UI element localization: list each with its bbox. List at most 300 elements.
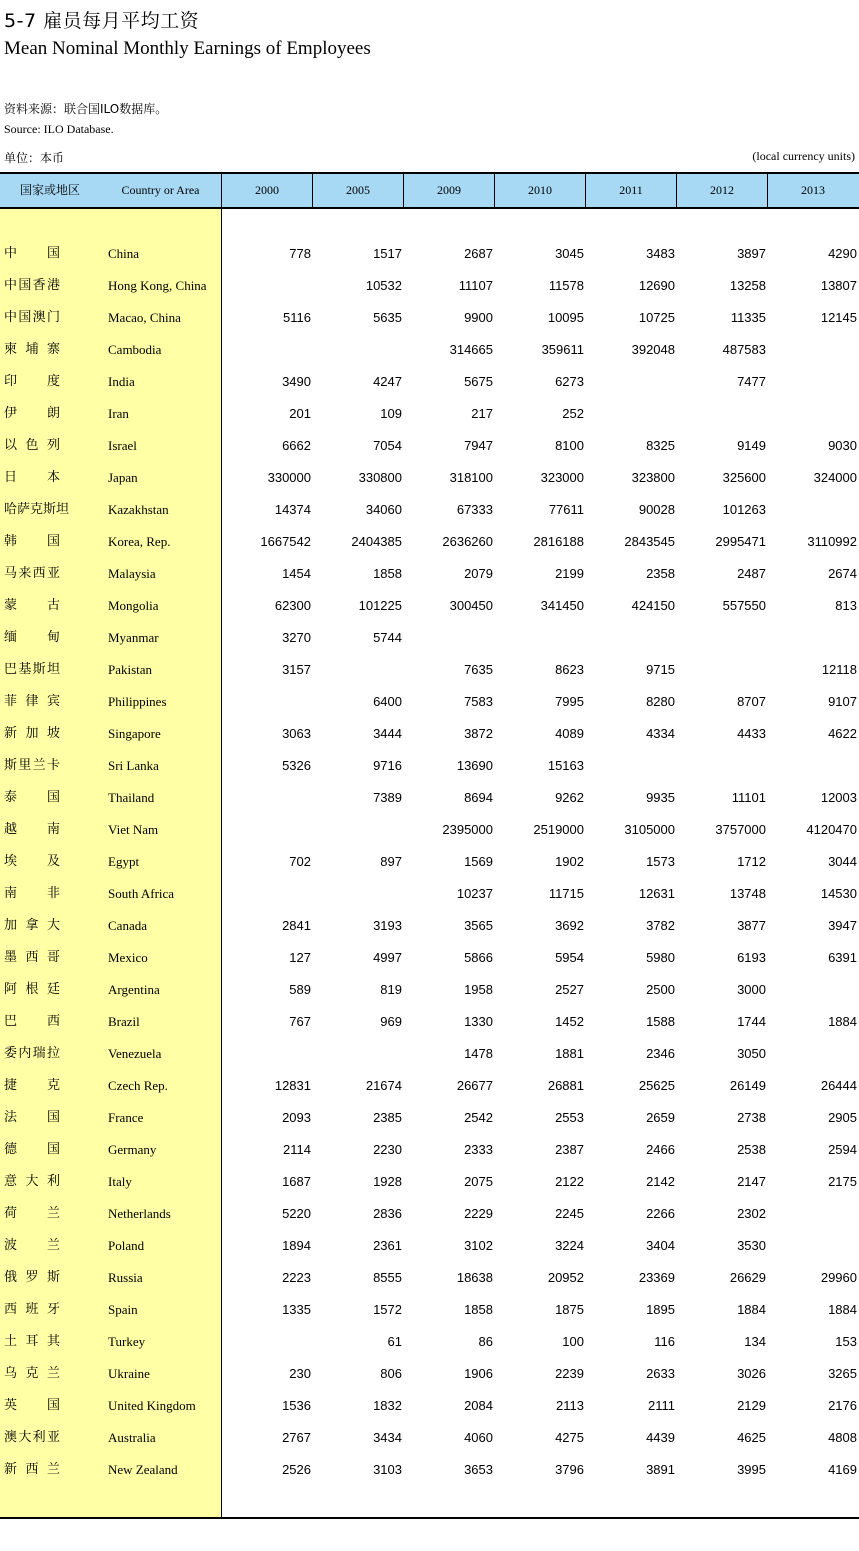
value-cell: 1858 bbox=[464, 1302, 493, 1317]
value-cell: 7477 bbox=[737, 374, 766, 389]
value-cell bbox=[222, 334, 311, 366]
value-cell: 2843545 bbox=[624, 534, 675, 549]
table-row bbox=[0, 1006, 859, 1038]
country-name-en: Poland bbox=[108, 1238, 145, 1253]
value-cell: 2142 bbox=[646, 1174, 675, 1189]
country-name-en: Netherlands bbox=[108, 1206, 171, 1221]
value-cell: 3063 bbox=[282, 726, 311, 741]
value-cell: 10095 bbox=[547, 310, 584, 325]
value-cell: 557550 bbox=[722, 598, 766, 613]
value-cell bbox=[313, 654, 402, 686]
value-cell bbox=[768, 1230, 857, 1262]
value-cell: 2905 bbox=[828, 1110, 857, 1125]
value-cell: 3897 bbox=[737, 246, 766, 261]
value-cell: 702 bbox=[289, 854, 311, 869]
country-name-en: Myanmar bbox=[108, 630, 159, 645]
value-cell: 813 bbox=[835, 598, 857, 613]
value-cell: 2995471 bbox=[715, 534, 766, 549]
value-cell: 2466 bbox=[646, 1142, 675, 1157]
value-cell bbox=[677, 622, 766, 654]
value-cell: 13690 bbox=[456, 758, 493, 773]
header-year: 2013 bbox=[801, 183, 825, 197]
value-cell: 201 bbox=[289, 406, 311, 421]
table-row bbox=[0, 558, 859, 590]
table-row bbox=[0, 1102, 859, 1134]
country-name-en: Singapore bbox=[108, 726, 161, 741]
value-cell: 26629 bbox=[729, 1270, 766, 1285]
value-cell: 2079 bbox=[464, 566, 493, 581]
value-cell: 3434 bbox=[373, 1430, 402, 1445]
value-cell: 10237 bbox=[456, 886, 493, 901]
value-cell: 18638 bbox=[456, 1270, 493, 1285]
value-cell: 2659 bbox=[646, 1110, 675, 1125]
value-cell: 8555 bbox=[373, 1270, 402, 1285]
value-cell: 2114 bbox=[283, 1142, 311, 1157]
value-cell: 341450 bbox=[540, 598, 584, 613]
value-cell: 2239 bbox=[555, 1366, 584, 1381]
value-cell: 6193 bbox=[737, 950, 766, 965]
value-cell: 77611 bbox=[548, 502, 584, 517]
table-row bbox=[0, 974, 859, 1006]
value-cell: 2230 bbox=[373, 1142, 402, 1157]
value-cell bbox=[768, 750, 857, 782]
country-name-en: India bbox=[108, 374, 135, 389]
value-cell: 8325 bbox=[646, 438, 675, 453]
country-name-en: Korea, Rep. bbox=[108, 534, 171, 549]
value-cell: 101225 bbox=[358, 598, 402, 613]
value-cell: 23369 bbox=[638, 1270, 675, 1285]
value-cell: 3872 bbox=[464, 726, 493, 741]
value-cell: 1884 bbox=[737, 1302, 766, 1317]
unit-note-cn: 单位：本币 bbox=[4, 151, 65, 165]
value-cell: 1454 bbox=[282, 566, 311, 581]
country-name-cn: 波兰 bbox=[4, 1238, 60, 1253]
country-name-cn: 蒙古 bbox=[4, 598, 60, 613]
value-cell: 11578 bbox=[548, 278, 584, 293]
value-cell: 13807 bbox=[820, 278, 857, 293]
country-name-cn: 西班牙 bbox=[4, 1302, 60, 1317]
value-cell: 330000 bbox=[267, 470, 311, 485]
table-row bbox=[0, 942, 859, 974]
value-cell: 5980 bbox=[646, 950, 675, 965]
value-cell: 1958 bbox=[464, 982, 493, 997]
value-cell: 11335 bbox=[730, 310, 766, 325]
value-cell: 1902 bbox=[555, 854, 584, 869]
value-cell: 2636260 bbox=[442, 534, 493, 549]
value-cell bbox=[586, 366, 675, 398]
value-cell: 323000 bbox=[540, 470, 584, 485]
value-cell: 4089 bbox=[555, 726, 584, 741]
value-cell: 25625 bbox=[638, 1078, 675, 1093]
country-name-cn: 哈萨克斯坦 bbox=[4, 502, 70, 517]
table-row bbox=[0, 1166, 859, 1198]
value-cell: 1712 bbox=[737, 854, 766, 869]
value-cell: 5744 bbox=[373, 630, 402, 645]
value-cell: 3102 bbox=[464, 1238, 493, 1253]
value-cell: 5116 bbox=[283, 310, 311, 325]
value-cell: 1744 bbox=[737, 1014, 766, 1029]
value-cell: 3265 bbox=[828, 1366, 857, 1381]
value-cell: 7995 bbox=[555, 694, 584, 709]
value-cell: 127 bbox=[289, 950, 311, 965]
value-cell bbox=[495, 622, 584, 654]
table-row bbox=[0, 750, 859, 782]
country-name-cn: 捷克 bbox=[4, 1078, 60, 1093]
value-cell: 2175 bbox=[828, 1174, 857, 1189]
value-cell: 15163 bbox=[547, 758, 584, 773]
value-cell: 1875 bbox=[555, 1302, 584, 1317]
value-cell: 3045 bbox=[555, 246, 584, 261]
value-cell: 2404385 bbox=[351, 534, 402, 549]
value-cell: 230 bbox=[289, 1366, 311, 1381]
value-cell: 14530 bbox=[820, 886, 857, 901]
value-cell: 3105000 bbox=[624, 822, 675, 837]
value-cell: 806 bbox=[380, 1366, 402, 1381]
country-name-en: Japan bbox=[108, 470, 138, 485]
value-cell: 252 bbox=[562, 406, 584, 421]
value-cell: 20952 bbox=[547, 1270, 584, 1285]
value-cell: 2500 bbox=[646, 982, 675, 997]
value-cell: 1906 bbox=[464, 1366, 493, 1381]
value-cell: 1928 bbox=[373, 1174, 402, 1189]
value-cell: 3224 bbox=[555, 1238, 584, 1253]
value-cell: 3653 bbox=[464, 1462, 493, 1477]
value-cell: 4290 bbox=[828, 246, 857, 261]
value-cell: 100 bbox=[562, 1334, 584, 1349]
value-cell: 1895 bbox=[646, 1302, 675, 1317]
value-cell: 3000 bbox=[737, 982, 766, 997]
value-cell: 3490 bbox=[282, 374, 311, 389]
value-cell: 9715 bbox=[646, 662, 675, 677]
country-name-en: Viet Nam bbox=[108, 822, 159, 837]
value-cell bbox=[313, 814, 402, 846]
value-cell: 3692 bbox=[555, 918, 584, 933]
value-cell: 2113 bbox=[556, 1398, 584, 1413]
country-name-cn: 韩国 bbox=[4, 534, 60, 549]
value-cell bbox=[313, 878, 402, 910]
value-cell bbox=[222, 782, 311, 814]
value-cell: 3404 bbox=[646, 1238, 675, 1253]
value-cell: 8623 bbox=[555, 662, 584, 677]
value-cell: 2358 bbox=[646, 566, 675, 581]
value-cell: 2519000 bbox=[533, 822, 584, 837]
table-row bbox=[0, 1198, 859, 1230]
table-row bbox=[0, 1134, 859, 1166]
value-cell bbox=[677, 398, 766, 430]
value-cell: 1858 bbox=[373, 566, 402, 581]
value-cell: 134 bbox=[744, 1334, 766, 1349]
value-cell: 3877 bbox=[737, 918, 766, 933]
header-year: 2011 bbox=[619, 183, 643, 197]
value-cell bbox=[677, 750, 766, 782]
value-cell: 9030 bbox=[828, 438, 857, 453]
value-cell: 8707 bbox=[737, 694, 766, 709]
value-cell: 4275 bbox=[555, 1430, 584, 1445]
table-row bbox=[0, 494, 859, 526]
value-cell: 6273 bbox=[555, 374, 584, 389]
value-cell: 6662 bbox=[282, 438, 311, 453]
value-cell: 2526 bbox=[282, 1462, 311, 1477]
value-cell: 1881 bbox=[555, 1046, 584, 1061]
country-name-cn: 中国香港 bbox=[4, 278, 60, 293]
value-cell: 217 bbox=[471, 406, 493, 421]
value-cell: 2129 bbox=[737, 1398, 766, 1413]
table-row bbox=[0, 878, 859, 910]
country-name-en: Hong Kong, China bbox=[108, 278, 207, 293]
value-cell: 3044 bbox=[828, 854, 857, 869]
country-name-cn: 中国 bbox=[4, 246, 60, 261]
country-name-cn: 埃及 bbox=[4, 854, 60, 869]
value-cell: 3270 bbox=[282, 630, 311, 645]
value-cell: 101263 bbox=[722, 502, 766, 517]
value-cell: 3050 bbox=[737, 1046, 766, 1061]
value-cell: 9107 bbox=[828, 694, 857, 709]
country-name-cn: 柬埔寨 bbox=[4, 342, 60, 357]
value-cell: 1573 bbox=[646, 854, 675, 869]
value-cell: 2111 bbox=[648, 1398, 675, 1413]
country-name-en: France bbox=[108, 1110, 144, 1125]
value-cell: 1894 bbox=[282, 1238, 311, 1253]
value-cell: 2302 bbox=[737, 1206, 766, 1221]
country-name-cn: 委内瑞拉 bbox=[4, 1046, 60, 1061]
country-name-cn: 加拿大 bbox=[4, 918, 60, 933]
value-cell: 9716 bbox=[373, 758, 402, 773]
table-row bbox=[0, 430, 859, 462]
country-name-en: Israel bbox=[108, 438, 137, 453]
country-name-en: Ukraine bbox=[108, 1366, 150, 1381]
country-name-en: New Zealand bbox=[108, 1462, 178, 1477]
table-row bbox=[0, 686, 859, 718]
value-cell: 2841 bbox=[282, 918, 311, 933]
value-cell: 116 bbox=[654, 1334, 675, 1349]
value-cell: 5220 bbox=[282, 1206, 311, 1221]
country-name-cn: 乌克兰 bbox=[4, 1366, 60, 1381]
country-name-cn: 阿根廷 bbox=[4, 982, 60, 997]
country-name-cn: 缅甸 bbox=[4, 630, 60, 645]
country-name-cn: 斯里兰卡 bbox=[4, 758, 60, 773]
value-cell: 34060 bbox=[365, 502, 402, 517]
country-name-en: Philippines bbox=[108, 694, 167, 709]
country-name-en: Czech Rep. bbox=[108, 1078, 168, 1093]
value-cell: 4433 bbox=[737, 726, 766, 741]
table-row bbox=[0, 1358, 859, 1390]
value-cell: 2075 bbox=[464, 1174, 493, 1189]
country-name-en: Spain bbox=[108, 1302, 138, 1317]
value-cell: 2674 bbox=[828, 566, 857, 581]
value-cell: 109 bbox=[380, 406, 402, 421]
value-cell: 1569 bbox=[464, 854, 493, 869]
country-name-en: Brazil bbox=[108, 1014, 140, 1029]
value-cell: 314665 bbox=[449, 342, 493, 357]
value-cell: 3530 bbox=[737, 1238, 766, 1253]
source-note-en: Source: ILO Database. bbox=[4, 122, 114, 136]
country-name-cn: 土耳其 bbox=[4, 1334, 60, 1349]
value-cell: 424150 bbox=[631, 598, 675, 613]
country-name-cn: 菲律宾 bbox=[4, 694, 60, 709]
country-name-en: Turkey bbox=[108, 1334, 146, 1349]
table-row bbox=[0, 398, 859, 430]
value-cell: 9149 bbox=[737, 438, 766, 453]
value-cell: 2084 bbox=[464, 1398, 493, 1413]
header-year: 2012 bbox=[710, 183, 734, 197]
value-cell: 2395000 bbox=[442, 822, 493, 837]
value-cell: 1884 bbox=[828, 1014, 857, 1029]
value-cell: 392048 bbox=[631, 342, 675, 357]
country-name-en: Macao, China bbox=[108, 310, 181, 325]
value-cell: 13748 bbox=[729, 886, 766, 901]
value-cell: 318100 bbox=[449, 470, 493, 485]
source-note-cn: 资料来源：联合国ILO数据库。 bbox=[4, 102, 168, 116]
value-cell: 1517 bbox=[373, 246, 402, 261]
value-cell: 589 bbox=[289, 982, 311, 997]
value-cell: 12003 bbox=[820, 790, 857, 805]
value-cell: 4120470 bbox=[806, 822, 857, 837]
value-cell: 3444 bbox=[373, 726, 402, 741]
value-cell bbox=[768, 334, 857, 366]
value-cell bbox=[768, 494, 857, 526]
value-cell: 9935 bbox=[646, 790, 675, 805]
value-cell: 1667542 bbox=[260, 534, 311, 549]
value-cell: 1572 bbox=[373, 1302, 402, 1317]
country-name-cn: 泰国 bbox=[4, 790, 60, 805]
table-row bbox=[0, 238, 859, 270]
value-cell: 26881 bbox=[547, 1078, 584, 1093]
country-name-en: Iran bbox=[108, 406, 129, 421]
value-cell: 14374 bbox=[274, 502, 311, 517]
value-cell: 323800 bbox=[631, 470, 675, 485]
value-cell: 4060 bbox=[464, 1430, 493, 1445]
value-cell bbox=[768, 974, 857, 1006]
value-cell: 4622 bbox=[828, 726, 857, 741]
table-row bbox=[0, 782, 859, 814]
value-cell: 9262 bbox=[555, 790, 584, 805]
table-row bbox=[0, 1070, 859, 1102]
value-cell bbox=[222, 1326, 311, 1358]
country-name-en: Sri Lanka bbox=[108, 758, 159, 773]
value-cell: 3757000 bbox=[715, 822, 766, 837]
value-cell: 3782 bbox=[646, 918, 675, 933]
table-row bbox=[0, 270, 859, 302]
header-country-en: Country or Area bbox=[121, 183, 200, 197]
value-cell: 2687 bbox=[464, 246, 493, 261]
value-cell: 5326 bbox=[282, 758, 311, 773]
table-row bbox=[0, 1294, 859, 1326]
value-cell: 7635 bbox=[464, 662, 493, 677]
value-cell: 819 bbox=[380, 982, 402, 997]
value-cell: 2738 bbox=[737, 1110, 766, 1125]
value-cell: 4169 bbox=[828, 1462, 857, 1477]
value-cell: 3026 bbox=[737, 1366, 766, 1381]
value-cell: 7054 bbox=[373, 438, 402, 453]
country-name-cn: 伊朗 bbox=[4, 406, 60, 421]
value-cell: 2385 bbox=[373, 1110, 402, 1125]
country-name-cn: 新西兰 bbox=[4, 1462, 60, 1477]
page-title-cn: 5-7 雇员每月平均工资 bbox=[4, 10, 200, 32]
value-cell: 10725 bbox=[638, 310, 675, 325]
value-cell: 3103 bbox=[373, 1462, 402, 1477]
country-name-en: Egypt bbox=[108, 854, 140, 869]
value-cell: 11101 bbox=[731, 790, 766, 805]
country-name-cn: 印度 bbox=[4, 374, 60, 389]
value-cell: 2346 bbox=[646, 1046, 675, 1061]
value-cell: 1588 bbox=[646, 1014, 675, 1029]
value-cell: 1478 bbox=[464, 1046, 493, 1061]
value-cell: 325600 bbox=[722, 470, 766, 485]
table-row bbox=[0, 1454, 859, 1486]
value-cell: 4997 bbox=[373, 950, 402, 965]
value-cell: 10532 bbox=[365, 278, 402, 293]
country-name-en: Mongolia bbox=[108, 598, 159, 613]
value-cell: 487583 bbox=[722, 342, 766, 357]
country-name-cn: 意大利 bbox=[4, 1174, 60, 1189]
value-cell: 2093 bbox=[282, 1110, 311, 1125]
value-cell bbox=[313, 334, 402, 366]
value-cell: 1884 bbox=[828, 1302, 857, 1317]
value-cell: 1687 bbox=[282, 1174, 311, 1189]
table-row bbox=[0, 366, 859, 398]
value-cell: 12631 bbox=[638, 886, 675, 901]
table-row bbox=[0, 526, 859, 558]
country-name-cn: 墨西哥 bbox=[4, 950, 60, 965]
value-cell: 2176 bbox=[828, 1398, 857, 1413]
value-cell: 6391 bbox=[828, 950, 857, 965]
page-title-en: Mean Nominal Monthly Earnings of Employees bbox=[4, 38, 371, 59]
header-year: 2010 bbox=[528, 183, 552, 197]
value-cell: 969 bbox=[380, 1014, 402, 1029]
value-cell: 2542 bbox=[464, 1110, 493, 1125]
value-cell: 2266 bbox=[646, 1206, 675, 1221]
value-cell: 12690 bbox=[638, 278, 675, 293]
country-name-en: Cambodia bbox=[108, 342, 162, 357]
value-cell: 26149 bbox=[729, 1078, 766, 1093]
country-name-en: Mexico bbox=[108, 950, 148, 965]
value-cell: 153 bbox=[835, 1334, 857, 1349]
value-cell: 12831 bbox=[274, 1078, 311, 1093]
value-cell: 1536 bbox=[282, 1398, 311, 1413]
table-row bbox=[0, 1262, 859, 1294]
value-cell: 5675 bbox=[464, 374, 493, 389]
table-row bbox=[0, 1390, 859, 1422]
value-cell: 7389 bbox=[373, 790, 402, 805]
value-cell: 3796 bbox=[555, 1462, 584, 1477]
country-name-cn: 马来西亚 bbox=[4, 566, 60, 581]
country-name-cn: 澳大利亚 bbox=[4, 1430, 60, 1445]
value-cell: 5954 bbox=[555, 950, 584, 965]
value-cell: 4247 bbox=[373, 374, 402, 389]
country-name-en: South Africa bbox=[108, 886, 175, 901]
country-name-en: Malaysia bbox=[108, 566, 156, 581]
table-row bbox=[0, 1422, 859, 1454]
value-cell: 4625 bbox=[737, 1430, 766, 1445]
value-cell bbox=[586, 398, 675, 430]
header-year: 2000 bbox=[255, 183, 279, 197]
country-name-cn: 新加坡 bbox=[4, 726, 60, 741]
value-cell: 86 bbox=[478, 1334, 493, 1349]
table-row bbox=[0, 1326, 859, 1358]
value-cell: 2767 bbox=[282, 1430, 311, 1445]
value-cell: 3947 bbox=[828, 918, 857, 933]
value-cell bbox=[222, 1038, 311, 1070]
value-cell bbox=[586, 750, 675, 782]
table-row bbox=[0, 814, 859, 846]
value-cell: 8100 bbox=[555, 438, 584, 453]
table-row bbox=[0, 590, 859, 622]
value-cell: 12118 bbox=[821, 662, 857, 677]
value-cell: 897 bbox=[380, 854, 402, 869]
value-cell bbox=[586, 622, 675, 654]
value-cell: 1832 bbox=[373, 1398, 402, 1413]
value-cell: 1452 bbox=[555, 1014, 584, 1029]
